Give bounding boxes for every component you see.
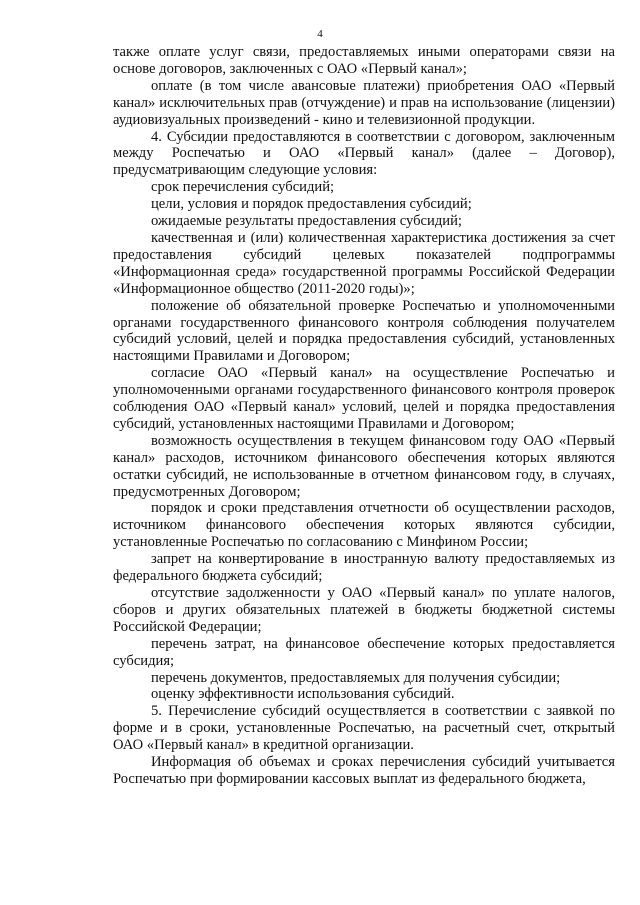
- page-number: 4: [317, 28, 323, 40]
- paragraph-p9: согласие ОАО «Первый канал» на осуществление Роспечатью и уполномоченными органами государственного финансового контроля проверок соблюдения ОАО «Первый канал» условий, целей и порядка предоставления субсидий, установленных настоящими Правилами и Договором;: [113, 365, 615, 432]
- document-body: [113, 44, 615, 788]
- paragraph-p17: 5. Перечисление субсидий осуществляется в соответствии с заявкой по форме и в сроки, установленные Роспечатью, на расчетный счет, открытый ОАО «Первый канал» в кредитной организации.: [113, 703, 615, 754]
- paragraph-p5: цели, условия и порядок предоставления субсидий;: [151, 196, 472, 213]
- paragraph-p3: 4. Субсидии предоставляются в соответствии с договором, заключенным между Роспечатью и ОАО «Первый канал» (далее – Договор), предусматривающим следующие условия:: [113, 128, 615, 179]
- paragraph-p15: перечень документов, предоставляемых для получения субсидии;: [151, 669, 561, 686]
- paragraph-p10: возможность осуществления в текущем финансовом году ОАО «Первый канал» расходов, источником финансового обеспечения которых являются остатки субсидий, не использованные в отчетном финансовом году, в случаях, предусмотренных Договором;: [113, 432, 615, 500]
- paragraph-p12: запрет на конвертирование в иностранную валюту предоставляемых из федерального бюджета субсидий;: [113, 551, 615, 585]
- paragraph-p11: порядок и сроки представления отчетности об осуществлении расходов, источником финансового обеспечения которых являются субсидии, установленные Роспечатью по согласованию с Минфином России;: [113, 500, 615, 551]
- paragraph-p16: оценку эффективности использования субсидий.: [151, 686, 455, 703]
- paragraph-p8: положение об обязательной проверке Роспечатью и уполномоченными органами государственного финансового контроля соблюдения получателем субсидий условий, целей и порядка предоставления субсидий, установленных настоящими Правилами и Договором;: [113, 297, 615, 365]
- paragraph-p13: отсутствие задолженности у ОАО «Первый канал» по уплате налогов, сборов и других обязательных платежей в бюджеты бюджетной системы Российской Федерации;: [113, 585, 615, 635]
- paragraph-p6: ожидаемые результаты предоставления субсидий;: [151, 213, 462, 230]
- paragraph-p2: оплате (в том числе авансовые платежи) приобретения ОАО «Первый канал» исключительных прав (отчуждение) и прав на использование (лицензии) аудиовизуальных произведений - кино и телевизионной продукции.: [113, 77, 615, 128]
- paragraph-p4: срок перечисления субсидий;: [151, 179, 335, 196]
- paragraph-p18: Информация об объемах и сроках перечисления субсидий учитывается Роспечатью при формировании кассовых выплат из федерального бюджета,: [113, 754, 615, 787]
- paragraph-p7: качественная и (или) количественная характеристика достижения за счет предоставления субсидий целевых показателей подпрограммы «Информационная среда» государственной программы Российской Федерации «Информационное общество (2011-2020 годы)»;: [113, 229, 615, 297]
- paragraph-p14: перечень затрат, на финансовое обеспечение которых предоставляется субсидия;: [113, 635, 615, 669]
- paragraph-p1: также оплате услуг связи, предоставляемых иными операторами связи на основе договоров, заключенных с ОАО «Первый канал»;: [113, 44, 615, 77]
